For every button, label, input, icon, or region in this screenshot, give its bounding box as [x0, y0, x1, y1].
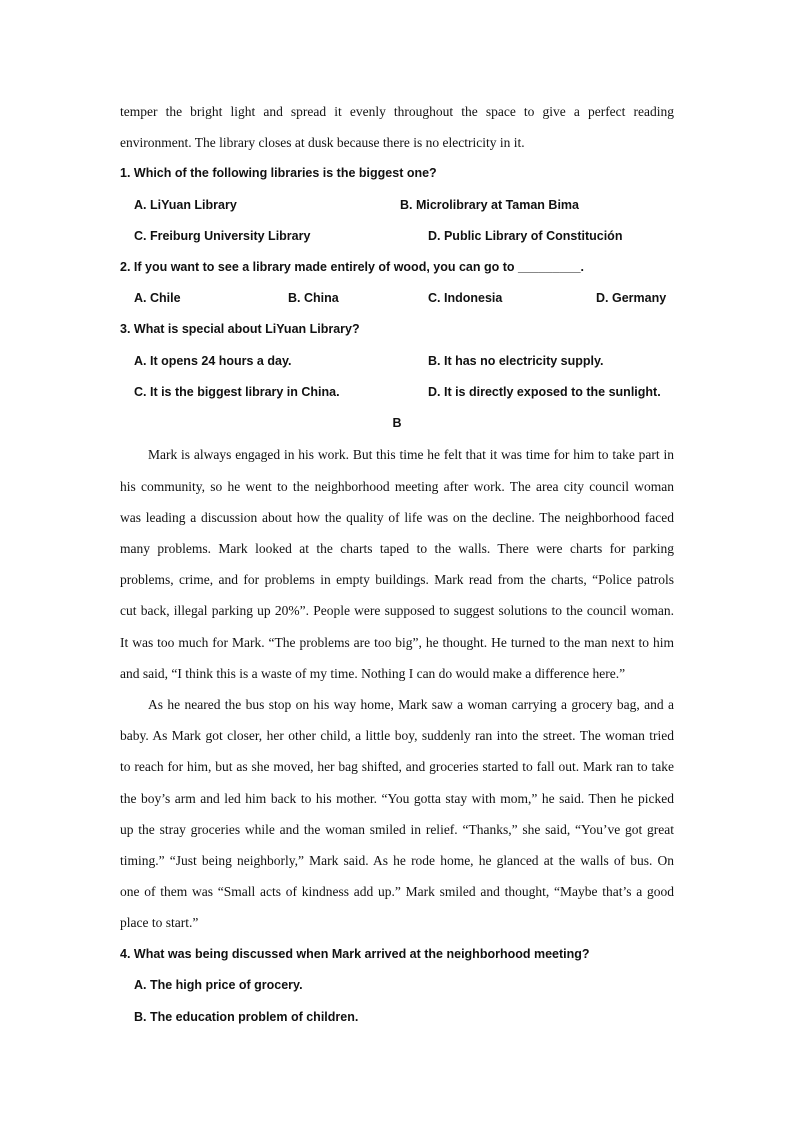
question-1-option-a[interactable]: A. LiYuan Library — [134, 198, 237, 212]
passage-line: to reach for him, but as she moved, her bag shifted, and groceries started to fall out. Mark ran to take — [120, 759, 674, 774]
passage-line: As he neared the bus stop on his way home, Mark saw a woman carrying a grocery bag, and a — [148, 697, 674, 712]
question-2-stem: 2. If you want to see a library made entirely of wood, you can go to _________. — [120, 260, 585, 274]
passage-line: Mark is always engaged in his work. But this time he felt that it was time for him to take part in — [148, 447, 674, 462]
passage-line: many problems. Mark looked at the charts taped to the walls. There were charts for parking — [120, 541, 674, 556]
question-4-stem: 4. What was being discussed when Mark arrived at the neighborhood meeting? — [120, 947, 590, 961]
passage-line: was leading a discussion about how the quality of life was on the decline. The neighborhood faced — [120, 510, 674, 525]
question-3-option-b[interactable]: B. It has no electricity supply. — [428, 354, 604, 368]
passage-line: his community, so he went to the neighborhood meeting after work. The area city council woman — [120, 479, 674, 494]
passage-line: place to start.” — [120, 915, 199, 930]
question-3-stem: 3. What is special about LiYuan Library? — [120, 322, 360, 336]
question-2-option-d[interactable]: D. Germany — [596, 291, 667, 305]
question-1-option-d[interactable]: D. Public Library of Constitución — [428, 229, 623, 243]
question-4-option-b[interactable]: B. The education problem of children. — [134, 1010, 359, 1024]
passage-line: problems, crime, and for problems in empty buildings. Mark read from the charts, “Police patrols — [120, 572, 674, 587]
passage-line: one of them was “Small acts of kindness add up.” Mark smiled and thought, “Maybe that’s a good — [120, 884, 674, 899]
question-2-option-a[interactable]: A. Chile — [134, 291, 181, 305]
passage-line: up the stray groceries while and the woman smiled in relief. “Thanks,” she said, “You’ve got great — [120, 822, 674, 837]
question-4-option-a[interactable]: A. The high price of grocery. — [134, 978, 303, 992]
passage-line: the boy’s arm and led him back to his mother. “You gotta stay with mom,” he said. Then he picked — [120, 791, 674, 806]
question-2-option-c[interactable]: C. Indonesia — [428, 291, 503, 305]
question-1-option-b[interactable]: B. Microlibrary at Taman Bima — [400, 198, 579, 212]
passage-line: baby. As Mark got closer, her other child, a little boy, suddenly ran into the street. The woman tried — [120, 728, 674, 743]
question-1-option-c[interactable]: C. Freiburg University Library — [134, 229, 311, 243]
passage-line: and said, “I think this is a waste of my time. Nothing I can do would make a difference here.” — [120, 666, 626, 681]
question-3-option-a[interactable]: A. It opens 24 hours a day. — [134, 354, 292, 368]
passage-line: cut back, illegal parking up 20%”. People were supposed to suggest solutions to the council woman. — [120, 603, 674, 618]
question-2-option-b[interactable]: B. China — [288, 291, 339, 305]
section-b-heading: B — [392, 416, 402, 430]
passage-line: environment. The library closes at dusk because there is no electricity in it. — [120, 135, 525, 150]
question-3-option-d[interactable]: D. It is directly exposed to the sunlight. — [428, 385, 661, 399]
passage-line: timing.” “Just being neighborly,” Mark said. As he rode home, he glanced at the walls of bus. On — [120, 853, 674, 868]
passage-line: It was too much for Mark. “The problems are too big”, he thought. He turned to the man next to him — [120, 635, 674, 650]
question-1-stem: 1. Which of the following libraries is the biggest one? — [120, 166, 437, 180]
passage-line: temper the bright light and spread it evenly throughout the space to give a perfect reading — [120, 104, 674, 119]
question-3-option-c[interactable]: C. It is the biggest library in China. — [134, 385, 340, 399]
